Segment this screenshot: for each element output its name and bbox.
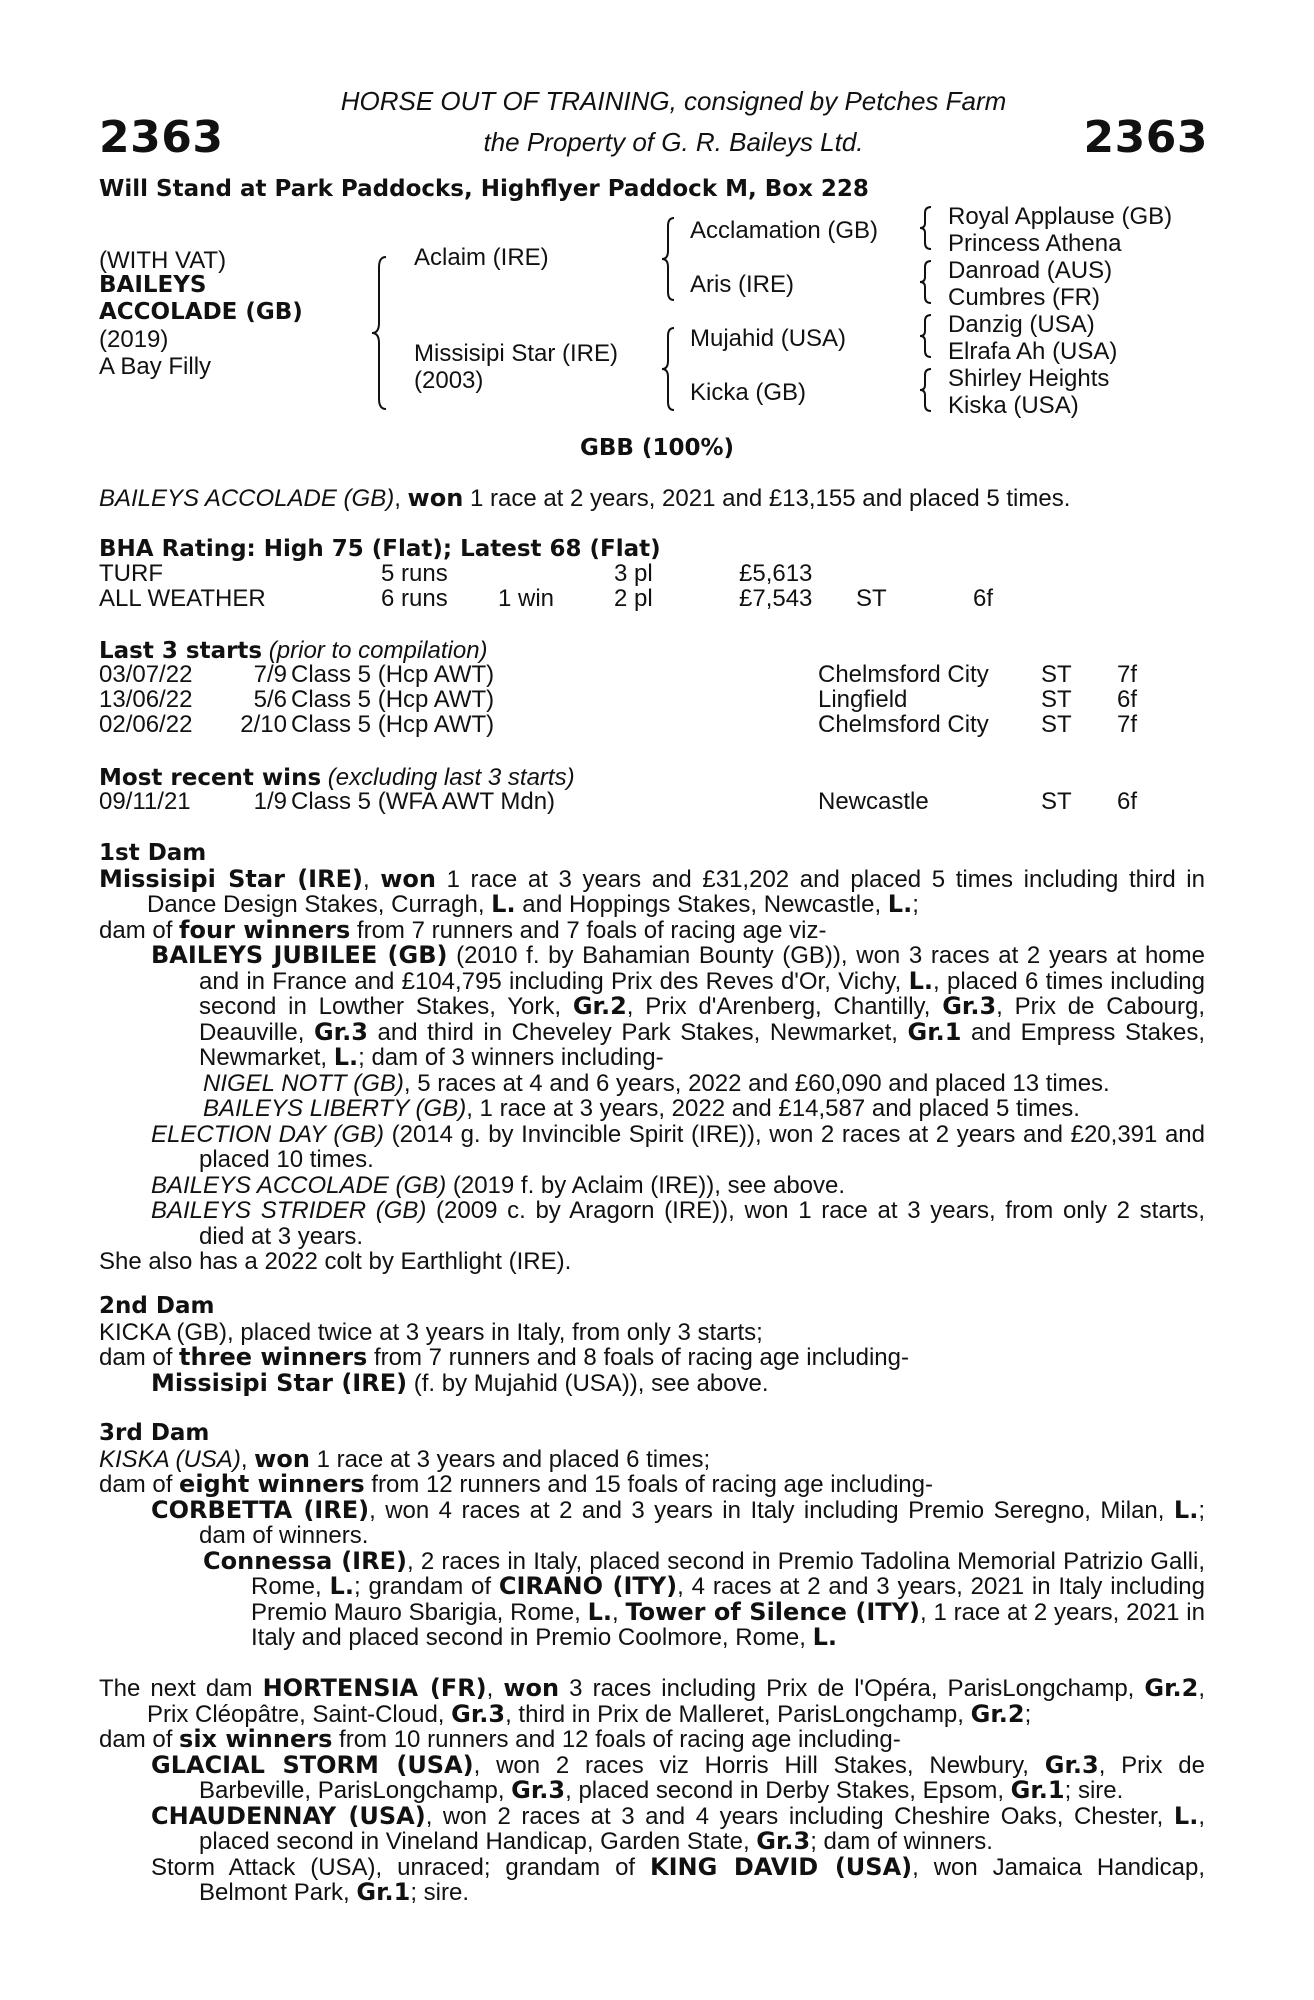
recent-wins-title: Most recent wins — [99, 765, 322, 791]
property-line: the Property of G. R. Baileys Ltd. — [483, 127, 864, 157]
dam-of-text: from 10 runners and 12 foals of racing age including- — [332, 1726, 901, 1753]
start-pos: 2/10 — [240, 711, 287, 738]
last-starts-note: (prior to compilation) — [262, 637, 488, 664]
start-course: Chelmsford City — [818, 661, 989, 688]
start-course: Lingfield — [818, 686, 908, 713]
start-race: Class 5 (Hcp AWT) — [291, 661, 495, 688]
produce-text: , 5 races at 4 and 6 years, 2022 and £60,090 and placed 13 times. — [403, 1069, 1110, 1097]
dam-of-winners: six winners — [179, 1725, 333, 1753]
produce-text: , Prix de Barbeville, ParisLongchamp, — [199, 1751, 1205, 1804]
dam-of-text: from 7 runners and 8 foals of racing age including- — [367, 1344, 909, 1371]
listed-mark: L. — [1173, 1801, 1199, 1830]
first-dam-name: Missisipi Star (IRE) — [99, 864, 363, 893]
produce-name: BAILEYS LIBERTY (GB) — [203, 1095, 467, 1122]
pedigree-gen4-4: Cumbres (FR) — [948, 284, 1101, 311]
summary-won: won — [407, 484, 464, 512]
last-starts-title: Last 3 starts — [99, 638, 263, 664]
horse-name-line1: BAILEYS — [99, 272, 207, 298]
pedigree-gen3-4: Kicka (GB) — [690, 379, 807, 406]
produce-election-day — [99, 1122, 1205, 1173]
bha-table — [99, 561, 1205, 613]
next-dam-name: HORTENSIA (FR) — [262, 1674, 487, 1702]
produce-chaudennay — [99, 1801, 1206, 1855]
produce-text: , won 2 races at 3 and 4 years including Cheshire Oaks, Chester, — [425, 1802, 1174, 1830]
first-dam-heading: 1st Dam — [99, 840, 207, 866]
pedigree-gen4-2: Princess Athena — [948, 230, 1122, 257]
pedigree-brace-g4-1 — [918, 205, 934, 251]
start-date: 13/06/22 — [99, 686, 193, 713]
produce-text: (2010 f. by Bahamian Bounty (GB)), won 3 races at 2 years at home and in France and £104,795 including Prix des Reves d'Or, Vichy, — [199, 942, 1205, 995]
last-starts-table — [99, 662, 1205, 740]
produce-text: , 4 races at 2 and 3 years, 2021 in Italy including Premio Mauro Sbarigia, Rome, — [251, 1573, 1205, 1626]
consignor-line: HORSE OUT OF TRAINING, consigned by Petches Farm — [340, 86, 1007, 116]
produce-name: CORBETTA (IRE) — [151, 1495, 370, 1524]
produce-name: KING DAVID (USA) — [650, 1852, 913, 1881]
third-dam-heading: 3rd Dam — [99, 1420, 210, 1446]
produce-name: Missisipi Star (IRE) — [151, 1368, 408, 1397]
win-race: Class 5 (WFA AWT Mdn) — [291, 788, 556, 815]
second-dam-heading: 2nd Dam — [99, 1293, 215, 1319]
produce-text: , 1 race at 3 years, 2022 and £14,587 and placed 5 times. — [466, 1095, 1080, 1122]
first-dam-text: and Hoppings Stakes, Newcastle, — [515, 891, 888, 918]
produce-baileys-jubilee — [99, 943, 1205, 1071]
produce-text: and third in Cheveley Park Stakes, Newmarket, — [367, 1018, 908, 1046]
group-mark: Gr.3 — [313, 1017, 368, 1046]
start-dist: 7f — [1117, 661, 1138, 688]
third-dam-text: 1 race at 3 years and placed 6 times; — [309, 1445, 711, 1473]
win-date: 09/11/21 — [99, 788, 191, 815]
next-dam-section — [99, 1676, 1205, 1906]
lot-number-left: 2363 — [99, 112, 224, 163]
pedigree-gen3-3: Mujahid (USA) — [690, 325, 847, 352]
second-dam-section — [99, 1294, 1205, 1396]
bha-prize: £7,543 — [739, 585, 813, 612]
produce-glacial-storm — [99, 1750, 1205, 1804]
produce-name: Tower of Silence (ITY) — [625, 1597, 920, 1626]
first-dam-also: She also has a 2022 colt by Earthlight (IRE). — [99, 1248, 572, 1275]
bha-prize: £5,613 — [739, 560, 813, 587]
bha-code: ST — [856, 585, 887, 612]
start-code: ST — [1041, 661, 1072, 688]
summary-horse-name: BAILEYS ACCOLADE (GB) — [99, 485, 395, 512]
lot-number-right: 2363 — [1083, 112, 1208, 163]
start-date: 03/07/22 — [99, 661, 193, 688]
produce-name: NIGEL NOTT (GB) — [203, 1069, 404, 1097]
start-race: Class 5 (Hcp AWT) — [291, 711, 495, 738]
produce-name: CIRANO (ITY) — [498, 1572, 678, 1600]
dam-of-text: dam of — [99, 1471, 180, 1498]
produce-baileys-strider — [99, 1198, 1205, 1249]
pedigree-gen4-7: Shirley Heights — [948, 365, 1110, 392]
pedigree-sire: Aclaim (IRE) — [414, 244, 549, 271]
produce-name: BAILEYS ACCOLADE (GB) — [151, 1171, 447, 1199]
pedigree-brace-sire — [660, 216, 678, 302]
next-dam-text: , Prix Cléopâtre, Saint-Cloud, — [147, 1675, 1205, 1728]
produce-text: , won Jamaica Handicap, Belmont Park, — [199, 1853, 1206, 1906]
bha-runs: 6 runs — [381, 585, 448, 612]
produce-text: ; dam of winners. — [199, 1496, 1205, 1549]
produce-nigel-nott — [99, 1071, 1205, 1097]
third-dam-produce-intro — [99, 1472, 1205, 1498]
pedigree-gen4-8: Kiska (USA) — [948, 392, 1079, 419]
bha-runs: 5 runs — [381, 560, 448, 587]
produce-text: , 1 race at 2 years, 2021 in Italy and placed second in Premio Coolmore, Rome, — [251, 1598, 1205, 1651]
produce-name: GLACIAL STORM (USA) — [151, 1750, 474, 1779]
next-dam-won: won — [503, 1674, 560, 1702]
pedigree-brace-dam — [660, 326, 678, 412]
next-dam-record: The next dam HORTENSIA (FR), won 3 races including Prix de l'Opéra, ParisLongchamp, Gr.2, Prix Cléopâtre, Saint-Cloud, Gr.3, third in Prix de Malleret, ParisLongchamp, Gr.2; — [99, 1674, 1205, 1728]
produce-baileys-accolade — [99, 1173, 1205, 1199]
pedigree-gen4-1: Royal Applause (GB) — [948, 203, 1173, 230]
next-dam-text: , third in Prix de Malleret, ParisLongchamp, — [505, 1700, 971, 1728]
dam-of-text: from 7 runners and 7 foals of racing age viz- — [350, 916, 827, 944]
produce-name: BAILEYS JUBILEE (GB) — [151, 941, 448, 969]
summary-rest: 1 race at 2 years, 2021 and £13,155 and placed 5 times. — [463, 485, 1071, 512]
group-mark: Gr.3 — [511, 1776, 566, 1804]
dam-of-text: dam of — [99, 1344, 180, 1371]
produce-connessa: Connessa (IRE), 2 races in Italy, placed second in Premio Tadolina Memorial Patrizio Galli, Rome, L.; grandam of CIRANO (ITY), 4 races at 2 and 3 years, 2021 in Italy including Premio Mauro Sbarigia, Rome, L., Tower of Silence (ITY), 1 race at 2 years, 2021 in Italy and placed second in Premio Coolmore, Rome, L. — [203, 1546, 1205, 1651]
dam-of-text: dam of — [99, 1726, 180, 1753]
dam-of-winners: four winners — [179, 915, 351, 944]
produce-text: , won 4 races at 2 and 3 years in Italy including Premio Seregno, Milan, — [369, 1496, 1174, 1524]
pedigree-gen3-1: Acclamation (GB) — [690, 217, 879, 244]
produce-text: , placed second in Derby Stakes, Epsom, — [565, 1777, 1011, 1804]
third-dam-won: won — [254, 1444, 310, 1473]
first-dam-produce-intro — [99, 915, 1205, 944]
produce-missisipi-star — [99, 1368, 1205, 1397]
first-dam-text: ; — [912, 891, 919, 918]
horse-year: (2019) — [99, 326, 169, 353]
pedigree-gen4-6: Elrafa Ah (USA) — [948, 338, 1118, 365]
dam-of-winners: three winners — [179, 1343, 368, 1371]
bha-surface: ALL WEATHER — [99, 585, 266, 612]
produce-text: ; sire. — [1064, 1777, 1124, 1804]
next-dam-text: 3 races including Prix de l'Opéra, ParisLongchamp, — [559, 1675, 1145, 1702]
produce-text: , Prix d'Arenberg, Chantilly, — [626, 993, 943, 1020]
bha-wins: 1 win — [498, 585, 555, 612]
start-race: Class 5 (Hcp AWT) — [291, 686, 495, 713]
start-pos: 5/6 — [253, 686, 287, 713]
third-dam-section — [99, 1421, 1205, 1651]
dam-of-winners: eight winners — [179, 1470, 365, 1498]
start-course: Chelmsford City — [818, 711, 989, 738]
produce-text: , 2 races in Italy, placed second in Premio Tadolina Memorial Patrizio Galli, Rome, — [251, 1547, 1205, 1600]
group-mark: Gr.1 — [356, 1878, 411, 1906]
produce-text: (2019 f. by Aclaim (IRE)), see above. — [446, 1171, 846, 1199]
start-pos: 7/9 — [253, 661, 287, 688]
produce-text: , placed second in Vineland Handicap, Garden State, — [199, 1802, 1206, 1855]
pedigree-dam-year: (2003) — [414, 367, 484, 394]
start-code: ST — [1041, 686, 1072, 713]
group-mark: Gr.3 — [756, 1827, 811, 1855]
start-code: ST — [1041, 711, 1072, 738]
first-dam-text: 1 race at 3 years and £31,202 and placed 5 times including third in Dance Design Stakes, Curragh, — [147, 865, 1205, 918]
pedigree-dam: Missisipi Star (IRE) — [414, 340, 619, 367]
produce-text: ; sire. — [410, 1879, 470, 1906]
group-mark: Gr.3 — [1044, 1750, 1099, 1779]
pedigree-gen3-2: Aris (IRE) — [690, 271, 794, 298]
group-mark: Gr.1 — [1010, 1776, 1065, 1804]
produce-name: Connessa (IRE) — [203, 1546, 407, 1575]
group-mark: Gr.2 — [572, 992, 627, 1020]
produce-text: (2014 g. by Invincible Spirit (IRE)), won 2 races at 2 years and £20,391 and placed 10 times. — [199, 1120, 1206, 1173]
win-course: Newcastle — [818, 788, 929, 815]
next-dam-text: ; — [1024, 1700, 1032, 1728]
listed-mark: L. — [908, 966, 934, 995]
listed-mark: L. — [333, 1043, 359, 1071]
win-pos: 1/9 — [253, 788, 287, 815]
group-mark: Gr.3 — [942, 992, 997, 1020]
pedigree-brace-g4-3 — [918, 313, 934, 359]
bha-rating-title: BHA Rating: High 75 (Flat); Latest 68 (Flat) — [99, 536, 661, 562]
bha-placed: 2 pl — [614, 585, 653, 612]
produce-name: ELECTION DAY (GB) — [151, 1120, 385, 1148]
produce-name: CHAUDENNAY (USA) — [151, 1801, 426, 1830]
race-summary: BAILEYS ACCOLADE (GB), won 1 race at 2 years, 2021 and £13,155 and placed 5 times. — [99, 484, 1071, 512]
pedigree-brace-g4-4 — [918, 367, 934, 413]
produce-name: BAILEYS STRIDER (GB) — [151, 1197, 427, 1224]
listed-mark: L. — [1173, 1495, 1199, 1524]
win-dist: 6f — [1117, 788, 1138, 815]
horse-description: A Bay Filly — [99, 353, 212, 380]
second-dam-record: KICKA (GB), placed twice at 3 years in Italy, from only 3 starts; — [99, 1318, 763, 1346]
pedigree-gen4-3: Danroad (AUS) — [948, 257, 1113, 284]
produce-text: (2009 c. by Aragorn (IRE)), won 1 race at 3 years, from only 2 starts, died at 3 years. — [199, 1197, 1205, 1250]
dam-of-text: from 12 runners and 15 foals of racing age including- — [364, 1471, 933, 1498]
first-dam-section — [99, 841, 1205, 1275]
produce-text: , Prix de Cabourg, Deauville, — [199, 993, 1205, 1046]
win-code: ST — [1041, 788, 1072, 815]
dam-of-text: dam of — [99, 916, 180, 944]
group-mark: Gr.3 — [451, 1699, 506, 1728]
bha-dist: 6f — [973, 585, 994, 612]
start-dist: 6f — [1117, 686, 1138, 713]
produce-text: , won 2 races viz Horris Hill Stakes, Newbury, — [473, 1751, 1045, 1779]
produce-storm-attack — [99, 1852, 1206, 1906]
first-dam-record: Missisipi Star (IRE), won 1 race at 3 years and £31,202 and placed 5 times including third in Dance Design Stakes, Curragh, L. and Hoppings Stakes, Newcastle, L.; — [99, 864, 1205, 918]
recent-wins-note: (excluding last 3 starts) — [321, 764, 575, 791]
stand-location: Will Stand at Park Paddocks, Highflyer Paddock M, Box 228 — [99, 176, 869, 202]
produce-text: Storm Attack (USA), unraced; grandam of — [151, 1853, 651, 1881]
bha-surface: TURF — [99, 560, 163, 587]
listed-mark: L. — [812, 1623, 838, 1651]
second-dam-produce-intro — [99, 1345, 1205, 1371]
produce-text: ; dam of 3 winners including- — [358, 1044, 664, 1071]
pedigree-gen4-5: Danzig (USA) — [948, 311, 1095, 338]
listed-mark: L. — [329, 1572, 354, 1600]
third-dam-name: KISKA (USA) — [99, 1445, 241, 1473]
listed-mark: L. — [491, 890, 516, 918]
listed-mark: L. — [587, 1597, 613, 1626]
produce-corbetta — [99, 1495, 1205, 1549]
vat-label: (WITH VAT) — [99, 247, 227, 274]
produce-baileys-liberty — [99, 1096, 1205, 1122]
first-dam-won: won — [380, 864, 436, 893]
horse-name-line2: ACCOLADE (GB) — [99, 299, 303, 325]
third-dam-record: KISKA (USA), won 1 race at 3 years and placed 6 times; — [99, 1444, 711, 1473]
produce-text: and Empress Stakes, Newmarket, — [199, 1018, 1205, 1071]
group-mark: Gr.2 — [1144, 1674, 1199, 1702]
produce-text: (f. by Mujahid (USA)), see above. — [407, 1369, 769, 1397]
start-date: 02/06/22 — [99, 711, 193, 738]
group-mark: Gr.1 — [907, 1017, 962, 1046]
listed-mark: L. — [887, 890, 913, 918]
pedigree-brace-main — [370, 255, 390, 411]
produce-text: , placed 6 times including second in Lowther Stakes, York, — [199, 967, 1205, 1020]
pedigree-brace-g4-2 — [918, 259, 934, 305]
recent-wins-table — [99, 789, 1205, 815]
group-mark: Gr.2 — [970, 1699, 1025, 1728]
next-dam-text: The next dam — [99, 1675, 263, 1702]
bha-placed: 3 pl — [614, 560, 653, 587]
pedigree-rating: GBB (100%) — [579, 435, 735, 461]
produce-text: ; dam of winners. — [810, 1828, 993, 1855]
start-dist: 7f — [1117, 711, 1138, 738]
produce-text: ; grandam of — [353, 1573, 499, 1600]
next-dam-produce-intro — [99, 1727, 1205, 1753]
